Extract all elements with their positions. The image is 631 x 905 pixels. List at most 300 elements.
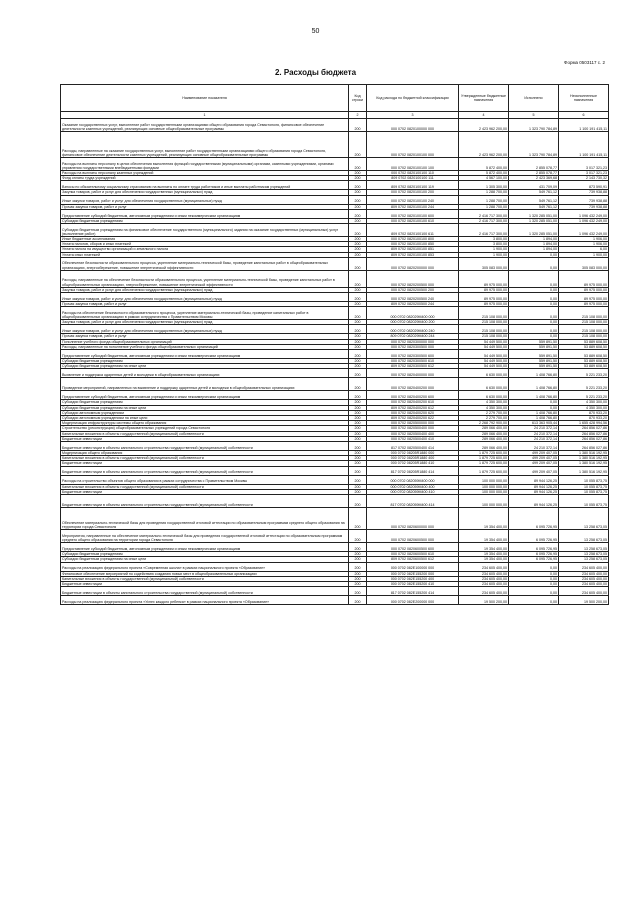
row-budget-code-cell: 809 0702 0820100100 853 [367, 252, 459, 257]
row-approved-cell: 234 605 400,00 [459, 581, 509, 586]
row-unexecuted-cell: 53 889 608,50 [559, 344, 609, 349]
row-executed-cell: 0,00 [509, 400, 559, 405]
row-unexecuted-cell: 870 933,20 [559, 410, 609, 415]
row-budget-code-cell: 809 0702 0820100100 119 [367, 181, 459, 190]
row-line-code-cell: 200 [349, 247, 367, 252]
row-name-cell: Пополнение учебного фонда общеобразовательных организаций [61, 339, 349, 344]
row-approved-cell: 89 975 000,00 [459, 302, 509, 307]
row-executed-cell: 0,00 [509, 334, 559, 339]
row-budget-code-cell: 000 0702 0820500400 400 [367, 431, 459, 436]
row-line-code-cell: 200 [349, 587, 367, 596]
row-line-code-cell: 200 [349, 421, 367, 426]
column-header-executed: Исполнено [509, 85, 559, 112]
row-unexecuted-cell: 6,00 [559, 247, 609, 252]
row-executed-cell: 89 944 126,25 [509, 489, 559, 494]
row-executed-cell: 0,00 [509, 405, 559, 410]
row-unexecuted-cell: 264 856 027,86 [559, 436, 609, 441]
row-budget-code-cell: 000 0702 082059М400 410 [367, 489, 459, 494]
row-budget-code-cell: 809 0702 0820300500 612 [367, 364, 459, 369]
row-budget-code-cell: 000 0702 082029М400 240 [367, 325, 459, 334]
row-name-cell: Расходы на обеспечение безопасности образовательного процесса, укрепление материально-технической базы, проведение капитальных работ в общеобразовательных организациях в рамках сотрудничества с Правительством Москвы [61, 307, 349, 320]
row-approved-cell: 234 605 400,00 [459, 562, 509, 571]
row-name-cell: Расходы на выплаты персоналу в целях обеспечения выполнения функций государственными (муниципальными) органами, казенными учреждениями, органами управления государственными внебюджетными фондами [61, 158, 349, 171]
row-unexecuted-cell: 3 017 321,23 [559, 171, 609, 176]
row-line-code-cell: 200 [349, 431, 367, 436]
row-line-code-cell: 200 [349, 257, 367, 270]
row-executed-cell: 0,00 [509, 587, 559, 596]
row-unexecuted-cell: 53 889 608,50 [559, 364, 609, 369]
row-approved-cell: 3 800,00 [459, 242, 509, 247]
row-executed-cell: 89 944 126,25 [509, 484, 559, 489]
table-row [61, 562, 609, 571]
row-name-cell: Расходы, направленные на оказание государственных услуг, выполнение работ государственными организациями общего образования города Севастополя, финансовое обеспечение деятельности казенных учреждений, реализующих основные общеобразовательные программы [61, 132, 349, 158]
row-unexecuted-cell: 264 856 027,86 [559, 426, 609, 431]
row-executed-cell: 2 855 078,77 [509, 171, 559, 176]
row-unexecuted-cell: 5 221 233,20 [559, 391, 609, 400]
row-executed-cell: 549 761,12 [509, 195, 559, 204]
table-row [61, 224, 609, 237]
row-line-code-cell: 200 [349, 543, 367, 552]
row-executed-cell: 89 944 126,25 [509, 475, 559, 484]
row-budget-code-cell: 000 0702 082E100000 000 [367, 562, 459, 571]
row-line-code-cell: 200 [349, 242, 367, 247]
row-unexecuted-cell: 2 143 730,32 [559, 176, 609, 181]
row-name-cell: Иные бюджетные ассигнования [61, 237, 349, 242]
row-executed-cell: 549 761,12 [509, 190, 559, 195]
row-name-cell: Бюджетные инвестиции [61, 489, 349, 494]
section-title: 2. Расходы бюджета [274, 68, 357, 77]
row-budget-code-cell: 000 0702 0820300500 600 [367, 350, 459, 359]
row-line-code-cell: 200 [349, 508, 367, 530]
row-approved-cell: 6 630 000,00 [459, 391, 509, 400]
row-unexecuted-cell: 13 258 673,05 [559, 552, 609, 557]
row-budget-code-cell: 000 0702 0820100100 850 [367, 242, 459, 247]
row-budget-code-cell: 809 0702 082029М400 244 [367, 334, 459, 339]
row-line-code-cell: 200 [349, 416, 367, 421]
row-name-cell: Бюджетные инвестиции [61, 581, 349, 586]
row-name-cell: Прочая закупка товаров, работ и услуг [61, 334, 349, 339]
row-line-code-cell: 200 [349, 405, 367, 410]
row-name-cell: Бюджетные инвестиции в объекты капитального строительства государственной (муниципальной) собственности [61, 587, 349, 596]
row-executed-cell: 24 210 372,14 [509, 431, 559, 436]
row-budget-code-cell: 000 0702 0820600500 000 [367, 530, 459, 543]
row-executed-cell: 24 210 372,14 [509, 442, 559, 451]
row-name-cell: Капитальные вложения в объекты государственной (муниципальной) собственности [61, 456, 349, 461]
row-budget-code-cell: 000 0702 0820500000 000 [367, 421, 459, 426]
row-line-code-cell: 200 [349, 307, 367, 320]
row-approved-cell: 289 066 400,00 [459, 442, 509, 451]
row-approved-cell: 19 354 400,00 [459, 508, 509, 530]
row-name-cell: Закупка товаров, работ и услуг для обеспечения государственных (муниципальных) нужд [61, 190, 349, 195]
row-line-code-cell: 200 [349, 252, 367, 257]
row-executed-cell: 24 210 372,14 [509, 436, 559, 441]
row-budget-code-cell: 000 0702 0820600500 600 [367, 543, 459, 552]
row-name-cell: Капитальные вложения в объекты государственной (муниципальной) собственности [61, 576, 349, 581]
table-row [61, 391, 609, 400]
row-unexecuted-cell: 234 605 400,00 [559, 576, 609, 581]
row-executed-cell: 499 209 407,05 [509, 451, 559, 456]
row-budget-code-cell: 000 0702 0820100100 610 [367, 218, 459, 223]
row-approved-cell: 5 872 400,00 [459, 158, 509, 171]
row-unexecuted-cell: 305 083 000,00 [559, 257, 609, 270]
row-line-code-cell: 200 [349, 190, 367, 195]
row-line-code-cell: 200 [349, 484, 367, 489]
row-executed-cell: 613 363 905,44 [509, 421, 559, 426]
column-header-unexecuted: Неисполненные назначения [559, 85, 609, 112]
row-budget-code-cell: 817 0702 08205R1880 414 [367, 466, 459, 475]
row-budget-code-cell: 000 0702 0820200500 240 [367, 293, 459, 302]
row-approved-cell: 1 879 725 600,00 [459, 456, 509, 461]
table-row [61, 132, 609, 158]
row-name-cell: Уплата налога на имущество организаций и земельного налога [61, 247, 349, 252]
row-approved-cell: 54 449 500,00 [459, 359, 509, 364]
row-budget-code-cell: 000 0702 0820200000 000 [367, 257, 459, 270]
row-budget-code-cell: 000 0702 0820600500 610 [367, 552, 459, 557]
row-unexecuted-cell: 10 055 873,75 [559, 484, 609, 489]
table-row [61, 119, 609, 132]
row-line-code-cell: 200 [349, 562, 367, 571]
row-name-cell: Бюджетные инвестиции [61, 436, 349, 441]
row-unexecuted-cell: 234 605 400,00 [559, 581, 609, 586]
row-name-cell: Расходы, направленные на пополнение учебного фонда общеобразовательных организаций [61, 344, 349, 349]
row-name-cell: Иные закупки товаров, работ и услуг для обеспечения государственных (муниципальных) нужд [61, 293, 349, 302]
row-line-code-cell: 200 [349, 359, 367, 364]
row-approved-cell: 234 605 400,00 [459, 576, 509, 581]
table-row [61, 257, 609, 270]
row-budget-code-cell: 000 0702 082E155200 000 [367, 571, 459, 576]
row-unexecuted-cell: 1 380 516 192,95 [559, 461, 609, 466]
row-executed-cell: 1 894,00 [509, 242, 559, 247]
row-budget-code-cell: 000 0702 0820600000 000 [367, 508, 459, 530]
row-name-cell: Проведение мероприятий, направленных на выявление и поддержку одаренных детей и молодежи в общеобразовательных организациях [61, 378, 349, 391]
row-approved-cell: 100 000 000,00 [459, 495, 509, 508]
row-name-cell: Бюджетные инвестиции в объекты капитального строительства государственной (муниципальной) собственности [61, 495, 349, 508]
table-row [61, 530, 609, 543]
row-line-code-cell: 200 [349, 369, 367, 378]
row-executed-cell: 1 894,00 [509, 247, 559, 252]
row-name-cell: Иные закупки товаров, работ и услуг для обеспечения государственных (муниципальных) нужд [61, 195, 349, 204]
row-budget-code-cell: 000 0702 0820100100 240 [367, 195, 459, 204]
table-row [61, 270, 609, 287]
row-approved-cell: 2 279 700,00 [459, 410, 509, 415]
row-approved-cell: 4 350 300,00 [459, 405, 509, 410]
row-budget-code-cell: 000 0702 0820100100 200 [367, 190, 459, 195]
row-executed-cell: 499 209 407,05 [509, 456, 559, 461]
table-row [61, 350, 609, 359]
row-executed-cell: 549 761,12 [509, 204, 559, 209]
row-name-cell: Модернизация общего образования [61, 451, 349, 456]
row-unexecuted-cell: 13 258 673,05 [559, 543, 609, 552]
row-line-code-cell: 200 [349, 364, 367, 369]
column-header-line-code: Код строки [349, 85, 367, 112]
row-approved-cell: 1 305 300,00 [459, 181, 509, 190]
row-approved-cell: 1 879 725 600,00 [459, 451, 509, 456]
row-approved-cell: 19 354 400,00 [459, 552, 509, 557]
table-body [61, 119, 609, 605]
row-name-cell: Модернизация инфраструктуры системы общего образования [61, 421, 349, 426]
row-line-code-cell: 200 [349, 391, 367, 400]
row-unexecuted-cell: 1 380 516 192,95 [559, 466, 609, 475]
row-approved-cell: 6 630 000,00 [459, 378, 509, 391]
row-budget-code-cell: 000 0702 082E155200 400 [367, 576, 459, 581]
row-budget-code-cell: 000 0702 0820400200 000 [367, 378, 459, 391]
table-row [61, 378, 609, 391]
row-name-cell: Закупка товаров, работ и услуг для обеспечения государственных (муниципальных) нужд [61, 287, 349, 292]
row-approved-cell: 89 975 000,00 [459, 287, 509, 292]
row-line-code-cell: 200 [349, 237, 367, 242]
row-unexecuted-cell: 739 938,88 [559, 195, 609, 204]
row-line-code-cell: 200 [349, 350, 367, 359]
row-unexecuted-cell: 1 100 191 415,11 [559, 132, 609, 158]
row-approved-cell: 2 416 717 300,00 [459, 224, 509, 237]
row-budget-code-cell: 000 0702 082E200000 000 [367, 596, 459, 605]
row-unexecuted-cell: 215 108 000,00 [559, 325, 609, 334]
row-approved-cell: 19 500 200,00 [459, 596, 509, 605]
row-executed-cell: 0,00 [509, 257, 559, 270]
row-budget-code-cell: 000 0702 0820200500 000 [367, 270, 459, 287]
row-unexecuted-cell: 1 380 516 192,95 [559, 451, 609, 456]
column-number: 6 [559, 112, 609, 119]
row-unexecuted-cell: 215 108 000,00 [559, 320, 609, 325]
row-name-cell: Уплата налогов, сборов и иных платежей [61, 242, 349, 247]
row-approved-cell: 54 449 500,00 [459, 344, 509, 349]
row-unexecuted-cell: 13 258 673,05 [559, 530, 609, 543]
row-line-code-cell: 200 [349, 302, 367, 307]
row-executed-cell: 1 408 766,80 [509, 416, 559, 421]
row-name-cell: Расходы на строительство объектов общего образования в рамках сотрудничества с Правительством Москвы [61, 475, 349, 484]
row-executed-cell: 1 320 285 051,00 [509, 224, 559, 237]
row-line-code-cell: 200 [349, 596, 367, 605]
row-unexecuted-cell: 234 605 400,00 [559, 562, 609, 571]
row-name-cell: Прочая закупка товаров, работ и услуг [61, 302, 349, 307]
row-approved-cell: 1 879 725 600,00 [459, 461, 509, 466]
row-budget-code-cell: 000 0702 0820100100 100 [367, 158, 459, 171]
row-unexecuted-cell: 10 055 873,75 [559, 489, 609, 494]
row-name-cell: Обеспечение материально-технической базы для проведения государственной итоговой аттестации по образовательным программам среднего общего образования на территории города Севастополя [61, 508, 349, 530]
row-unexecuted-cell: 53 889 608,50 [559, 339, 609, 344]
row-budget-code-cell: 000 0702 082029М400 200 [367, 320, 459, 325]
row-budget-code-cell: 809 0702 0820100100 611 [367, 224, 459, 237]
table-row [61, 325, 609, 334]
table-row [61, 195, 609, 204]
row-approved-cell: 89 975 000,00 [459, 293, 509, 302]
row-unexecuted-cell: 89 975 000,00 [559, 270, 609, 287]
expenses-table [60, 84, 609, 605]
row-unexecuted-cell: 10 055 873,75 [559, 475, 609, 484]
row-executed-cell: 1 323 790 784,89 [509, 119, 559, 132]
row-executed-cell: 1 894,00 [509, 237, 559, 242]
row-line-code-cell: 200 [349, 495, 367, 508]
row-executed-cell: 559 891,50 [509, 350, 559, 359]
row-line-code-cell: 200 [349, 204, 367, 209]
row-budget-code-cell: 000 0702 0820400200 600 [367, 391, 459, 400]
row-line-code-cell: 200 [349, 218, 367, 223]
row-approved-cell: 305 083 000,00 [459, 257, 509, 270]
row-unexecuted-cell: 13 258 673,05 [559, 557, 609, 562]
table-row [61, 369, 609, 378]
row-unexecuted-cell: 1 900,00 [559, 252, 609, 257]
row-executed-cell: 1 408 766,80 [509, 369, 559, 378]
row-approved-cell: 1 288 700,00 [459, 204, 509, 209]
row-approved-cell: 1 879 725 600,00 [459, 466, 509, 475]
row-name-cell: Субсидии бюджетным учреждениям на финансовое обеспечение государственного (муниципального) задания на оказание государственных (муниципальных) услуг (выполнение работ) [61, 224, 349, 237]
row-unexecuted-cell: 1 096 432 249,00 [559, 224, 609, 237]
row-executed-cell: 0,00 [509, 325, 559, 334]
column-number: 1 [61, 112, 349, 119]
row-name-cell: Капитальные вложения в объекты государственной (муниципальной) собственности [61, 431, 349, 436]
row-unexecuted-cell: 5 221 233,20 [559, 378, 609, 391]
row-approved-cell: 4 567 100,00 [459, 176, 509, 181]
row-unexecuted-cell: 234 605 400,00 [559, 571, 609, 576]
row-unexecuted-cell: 89 975 000,00 [559, 287, 609, 292]
row-budget-code-cell: 000 0702 08205R1880 400 [367, 456, 459, 461]
row-unexecuted-cell: 89 975 000,00 [559, 293, 609, 302]
row-name-cell: Субсидии бюджетным учреждениям [61, 359, 349, 364]
row-budget-code-cell: 000 0702 0820100000 000 [367, 119, 459, 132]
row-budget-code-cell: 000 0702 0820100100 000 [367, 132, 459, 158]
row-approved-cell: 215 108 000,00 [459, 307, 509, 320]
row-unexecuted-cell: 1 100 191 415,11 [559, 119, 609, 132]
row-approved-cell: 19 354 400,00 [459, 557, 509, 562]
row-executed-cell: 0,00 [509, 581, 559, 586]
row-budget-code-cell: 000 0702 0820300500 000 [367, 344, 459, 349]
row-executed-cell: 1 320 285 051,00 [509, 218, 559, 223]
row-approved-cell: 5 872 400,00 [459, 171, 509, 176]
row-approved-cell: 2 279 700,00 [459, 416, 509, 421]
row-line-code-cell: 200 [349, 475, 367, 484]
row-executed-cell: 559 891,50 [509, 359, 559, 364]
table-row [61, 495, 609, 508]
row-unexecuted-cell: 89 975 000,00 [559, 302, 609, 307]
row-executed-cell: 0,00 [509, 270, 559, 287]
row-line-code-cell: 200 [349, 442, 367, 451]
column-header-approved: Утвержденные бюджетные назначения [459, 85, 509, 112]
table-row [61, 543, 609, 552]
row-line-code-cell: 200 [349, 339, 367, 344]
row-executed-cell: 0,00 [509, 596, 559, 605]
row-approved-cell: 54 449 500,00 [459, 350, 509, 359]
row-line-code-cell: 200 [349, 489, 367, 494]
row-budget-code-cell: 817 0702 082059М400 414 [367, 495, 459, 508]
row-line-code-cell: 200 [349, 119, 367, 132]
row-budget-code-cell: 809 0702 0820100100 244 [367, 204, 459, 209]
row-approved-cell: 100 000 000,00 [459, 489, 509, 494]
form-label: Форма 0503117 с. 2 [564, 60, 605, 65]
row-executed-cell: 0,00 [509, 287, 559, 292]
column-header-budget-code: Код расхода по бюджетной классификации [367, 85, 459, 112]
row-approved-cell: 2 416 717 300,00 [459, 209, 509, 218]
row-name-cell: Фонд оплаты труда учреждений [61, 176, 349, 181]
row-approved-cell: 100 000 000,00 [459, 475, 509, 484]
row-name-cell: Уплата иных платежей [61, 252, 349, 257]
page-number: 50 [311, 28, 320, 35]
row-executed-cell: 1 408 766,80 [509, 391, 559, 400]
row-budget-code-cell: 000 0702 0820100100 110 [367, 171, 459, 176]
row-line-code-cell: 200 [349, 436, 367, 441]
row-executed-cell: 0,00 [509, 571, 559, 576]
column-number: 2 [349, 112, 367, 119]
row-name-cell: Иные закупки товаров, работ и услуг для обеспечения государственных (муниципальных) нужд [61, 325, 349, 334]
column-number: 5 [509, 112, 559, 119]
row-line-code-cell: 200 [349, 195, 367, 204]
row-name-cell: Прочая закупка товаров, работ и услуг [61, 204, 349, 209]
row-line-code-cell: 200 [349, 344, 367, 349]
table-row [61, 466, 609, 475]
column-number: 3 [367, 112, 459, 119]
row-budget-code-cell: 000 0702 0820500400 000 [367, 426, 459, 431]
row-approved-cell: 54 449 500,00 [459, 339, 509, 344]
row-name-cell: Бюджетные инвестиции в объекты капитального строительства государственной (муниципальной) собственности [61, 466, 349, 475]
row-approved-cell: 2 423 962 200,00 [459, 119, 509, 132]
row-approved-cell: 1 900,00 [459, 247, 509, 252]
row-line-code-cell: 200 [349, 552, 367, 557]
row-executed-cell: 1 408 766,80 [509, 410, 559, 415]
row-line-code-cell: 200 [349, 293, 367, 302]
row-line-code-cell: 200 [349, 287, 367, 292]
row-line-code-cell: 200 [349, 171, 367, 176]
row-approved-cell: 215 108 000,00 [459, 320, 509, 325]
row-executed-cell: 559 891,50 [509, 344, 559, 349]
row-budget-code-cell: 000 0702 0820400200 610 [367, 400, 459, 405]
row-line-code-cell: 200 [349, 461, 367, 466]
row-line-code-cell: 200 [349, 158, 367, 171]
row-name-cell: Взносы по обязательному социальному страхованию на выплаты по оплате труда работников и иные выплаты работникам учреждений [61, 181, 349, 190]
row-budget-code-cell: 000 0702 0820100100 600 [367, 209, 459, 218]
row-budget-code-cell: 809 0702 0820600500 612 [367, 557, 459, 562]
row-approved-cell: 289 066 400,00 [459, 431, 509, 436]
row-unexecuted-cell: 870 933,20 [559, 416, 609, 421]
row-unexecuted-cell: 1 655 428 994,56 [559, 421, 609, 426]
row-approved-cell: 1 288 700,00 [459, 195, 509, 204]
row-name-cell: Предоставление субсидий бюджетным, автономным учреждениям и иным некоммерческим организациям [61, 209, 349, 218]
table-row [61, 209, 609, 218]
row-approved-cell: 3 800,00 [459, 237, 509, 242]
row-unexecuted-cell: 1 906,00 [559, 237, 609, 242]
table-row [61, 307, 609, 320]
row-budget-code-cell: 817 0702 0820500400 414 [367, 442, 459, 451]
row-budget-code-cell: 000 0702 0820400000 000 [367, 369, 459, 378]
row-budget-code-cell: 000 0702 08205R1880 410 [367, 461, 459, 466]
row-line-code-cell: 200 [349, 270, 367, 287]
row-executed-cell: 499 209 407,05 [509, 466, 559, 475]
row-line-code-cell: 200 [349, 557, 367, 562]
row-unexecuted-cell: 234 605 400,00 [559, 587, 609, 596]
row-name-cell: Выявление и поддержка одаренных детей и молодежи в общеобразовательных организациях [61, 369, 349, 378]
row-executed-cell: 0,00 [509, 302, 559, 307]
row-name-cell: Обеспечение безопасности образовательного процесса, укрепление материально-технической базы, проведение капитальных работ в общеобразовательных организациях, энергосбережение, повышение энергетической эффективности [61, 257, 349, 270]
row-name-cell: Предоставление субсидий бюджетным, автономным учреждениям и иным некоммерческим организациям [61, 350, 349, 359]
row-line-code-cell: 200 [349, 132, 367, 158]
row-executed-cell: 0,00 [509, 320, 559, 325]
row-budget-code-cell: 000 0702 08205R1880 000 [367, 451, 459, 456]
row-line-code-cell: 200 [349, 410, 367, 415]
row-executed-cell: 2 423 369,68 [509, 176, 559, 181]
row-unexecuted-cell: 873 590,91 [559, 181, 609, 190]
row-line-code-cell: 200 [349, 400, 367, 405]
row-unexecuted-cell: 739 938,88 [559, 190, 609, 195]
row-line-code-cell: 200 [349, 466, 367, 475]
row-executed-cell: 6 095 726,95 [509, 508, 559, 530]
row-executed-cell: 1 323 790 784,89 [509, 132, 559, 158]
row-line-code-cell: 200 [349, 456, 367, 461]
row-approved-cell: 289 066 400,00 [459, 426, 509, 431]
row-approved-cell: 215 108 000,00 [459, 325, 509, 334]
row-approved-cell: 4 350 300,00 [459, 400, 509, 405]
row-approved-cell: 2 423 962 200,00 [459, 132, 509, 158]
row-line-code-cell: 200 [349, 426, 367, 431]
row-budget-code-cell: 809 0702 0820100100 111 [367, 176, 459, 181]
row-budget-code-cell: 000 0702 0820100100 800 [367, 237, 459, 242]
